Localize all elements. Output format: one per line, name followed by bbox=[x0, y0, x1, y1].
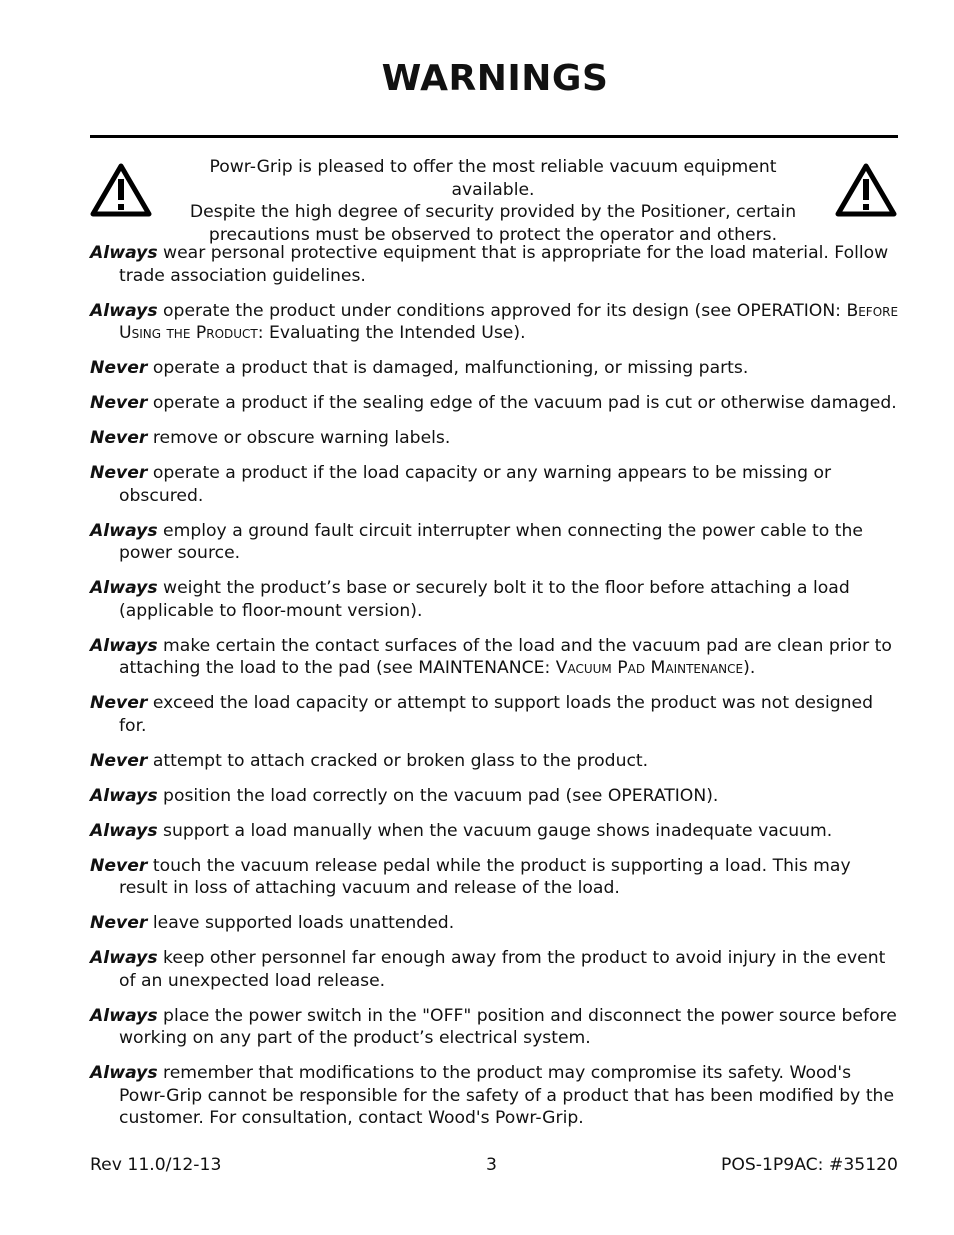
section-reference: Before Using the Product bbox=[119, 300, 899, 343]
warning-keyword: Always bbox=[90, 1005, 158, 1026]
warning-keyword: Always bbox=[90, 578, 158, 598]
warning-item bbox=[90, 635, 902, 680]
warning-item bbox=[90, 947, 902, 992]
warning-text: position the load correctly on the vacuum pad (see OPERATION). bbox=[157, 785, 719, 806]
warning-text: remove or obscure warning labels. bbox=[147, 428, 451, 448]
warning-text: : Evaluating the Intended Use). bbox=[257, 323, 526, 343]
warning-text: attempt to attach cracked or broken glass to the product. bbox=[147, 750, 649, 771]
warning-keyword: Always bbox=[90, 243, 158, 263]
document-id: POS-1P9AC: #35120 bbox=[720, 1155, 898, 1175]
warning-keyword: Always bbox=[90, 785, 158, 806]
warning-keyword: Never bbox=[90, 693, 148, 713]
warning-item bbox=[90, 750, 902, 773]
warning-text: leave supported loads unattended. bbox=[147, 913, 455, 933]
warnings-list bbox=[90, 242, 902, 1142]
warning-item bbox=[90, 912, 902, 935]
page-footer bbox=[90, 1155, 898, 1179]
warning-text: keep other personnel far enough away from the product to avoid injury in the event of an unexpected load release. bbox=[119, 948, 886, 991]
warning-keyword: Always bbox=[90, 520, 158, 541]
warning-item bbox=[90, 855, 902, 900]
warning-keyword: Never bbox=[90, 463, 148, 483]
warning-triangle-icon bbox=[89, 161, 153, 219]
warning-text: operate the product under conditions approved for its design (see OPERATION: bbox=[157, 300, 847, 321]
warning-item bbox=[90, 357, 902, 380]
revision-label: Rev 11.0/12-13 bbox=[90, 1155, 222, 1175]
warning-item bbox=[90, 577, 902, 622]
section-reference: Vacuum Pad Maintenance bbox=[555, 658, 744, 678]
warning-keyword: Always bbox=[90, 820, 158, 841]
intro-line: precautions must be observed to protect the operator and others. bbox=[208, 224, 778, 245]
warning-item bbox=[90, 427, 902, 450]
warning-triangle-icon bbox=[834, 161, 898, 219]
warning-keyword: Never bbox=[90, 358, 148, 378]
warning-keyword: Never bbox=[90, 393, 148, 413]
warning-item bbox=[90, 462, 902, 507]
warning-text: operate a product that is damaged, malfunctioning, or missing parts. bbox=[147, 358, 749, 378]
intro-line: Powr-Grip is pleased to offer the most reliable vacuum equipment available. bbox=[209, 157, 777, 200]
warning-item bbox=[90, 1005, 902, 1050]
warning-item bbox=[90, 300, 902, 345]
warning-item bbox=[90, 242, 902, 287]
page-title: WARNINGS bbox=[381, 58, 609, 99]
warning-item bbox=[90, 520, 902, 565]
warning-text: support a load manually when the vacuum gauge shows inadequate vacuum. bbox=[157, 820, 833, 841]
warning-text: operate a product if the load capacity or any warning appears to be missing or obscured. bbox=[119, 463, 832, 506]
warning-keyword: Always bbox=[90, 300, 158, 321]
warning-keyword: Never bbox=[90, 428, 148, 448]
title-divider bbox=[90, 135, 898, 138]
warning-text: exceed the load capacity or attempt to support loads the product was not designed for. bbox=[119, 693, 874, 736]
warning-keyword: Never bbox=[90, 750, 148, 771]
warning-text: operate a product if the sealing edge of the vacuum pad is cut or otherwise damaged. bbox=[147, 393, 897, 413]
warning-text: weight the product’s base or securely bolt it to the floor before attaching a load (applicable to floor-mount version). bbox=[119, 578, 850, 621]
warning-keyword: Never bbox=[90, 913, 148, 933]
intro-line: Despite the high degree of security provided by the Positioner, certain bbox=[189, 202, 797, 222]
warning-text: place the power switch in the "OFF" position and disconnect the power source before working on any part of the product’s electrical system. bbox=[119, 1005, 897, 1048]
warning-text: make certain the contact surfaces of the load and the vacuum pad are clean prior to attaching the load to the pad (see MAINTENANCE: bbox=[119, 635, 892, 678]
warning-item bbox=[90, 692, 902, 737]
intro-paragraph bbox=[170, 156, 816, 246]
warning-text: ). bbox=[743, 658, 756, 678]
warning-item bbox=[90, 1062, 902, 1130]
warning-text: remember that modifications to the product may compromise its safety. Wood's Powr-Grip cannot be responsible for the safety of a product that has been modified by the customer. For consultation, contact Wood's Powr-Grip. bbox=[119, 1063, 895, 1128]
warning-item bbox=[90, 785, 902, 808]
warning-keyword: Never bbox=[90, 855, 148, 876]
page-number: 3 bbox=[486, 1155, 497, 1175]
warning-keyword: Always bbox=[90, 948, 158, 968]
warning-text: employ a ground fault circuit interrupter when connecting the power cable to the power source. bbox=[119, 520, 863, 563]
warning-item bbox=[90, 392, 902, 415]
warning-keyword: Always bbox=[90, 635, 158, 656]
warning-text: wear personal protective equipment that is appropriate for the load material. Follow trade association guidelines. bbox=[119, 243, 889, 286]
warning-keyword: Always bbox=[90, 1063, 158, 1083]
warning-text: touch the vacuum release pedal while the product is supporting a load. This may result in loss of attaching vacuum and release of the load. bbox=[119, 855, 851, 898]
warning-item bbox=[90, 820, 902, 843]
